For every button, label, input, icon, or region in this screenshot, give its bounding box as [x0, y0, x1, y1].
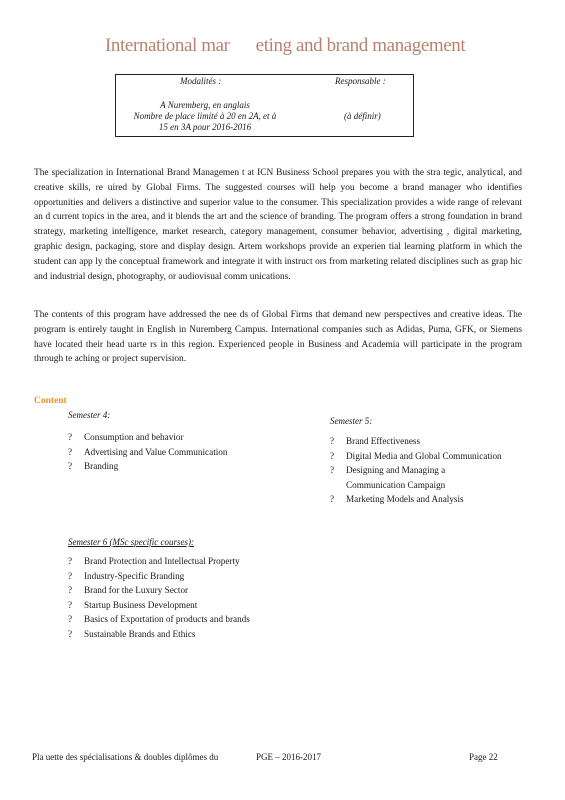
- bullet-icon: ?: [68, 585, 73, 596]
- bullet-icon: ?: [68, 432, 73, 442]
- bullet-icon: ?: [68, 614, 73, 625]
- responsable-header: Responsable :: [335, 76, 386, 86]
- modalites-header: Modalités :: [180, 76, 222, 86]
- modalites-line: Nombre de place limité à 20 en 2A, et à: [133, 111, 277, 121]
- course-name: Marketing Models and Analysis: [346, 494, 464, 505]
- course-name: Advertising and Value Communication: [84, 446, 228, 457]
- bullet-icon: ?: [330, 450, 335, 461]
- semester-4-courses: [68, 430, 288, 474]
- course-name: Designing and Managing a Communication Campaign: [346, 465, 446, 490]
- course-name: Sustainable Brands and Ethics: [84, 628, 196, 639]
- bullet-icon: ?: [330, 494, 335, 505]
- list-item: [68, 583, 328, 598]
- bullet-icon: ?: [330, 465, 335, 476]
- course-name: Startup Business Development: [84, 599, 198, 610]
- list-item: [68, 459, 288, 474]
- course-name: Digital Media and Global Communication: [346, 450, 502, 461]
- course-name: Branding: [84, 461, 119, 472]
- bullet-icon: ?: [68, 461, 73, 472]
- list-item: [330, 492, 530, 507]
- page-number: Page 22: [469, 752, 498, 762]
- list-item: [68, 569, 328, 584]
- list-item: [330, 434, 530, 449]
- intro-paragraph: The specialization in International Brand Managemen t at ICN Business School prepares you with the stra tegic, analytical, and creative skills, re uired by Global Firms. The suggested courses will help you become a brand manager who identifies opportunities and delivers a distinctive and superior value to the consumer. This specialization provides a wide range of relevant an d current topics in the area, and it blends the art and the science of branding. The program offers a strong foundation in brand strategy, marketing intelligence, market research, category management, consumer behavior, advertising , digital marketing, graphic design, packaging, store and display design. Artem workshops provide an experien tial learning platform in which the student can app ly the conceptual framework and integrate it with instruct ors from marketing related disciplines such as grap hic and industrial design, photography, or audiovisual comm unications.: [34, 168, 522, 282]
- list-item: [68, 430, 288, 445]
- bullet-icon: ?: [68, 570, 73, 581]
- semester-6-title: Semester 6 (MSc specific courses):: [68, 537, 194, 547]
- bullet-icon: ?: [68, 628, 73, 639]
- list-item: [330, 463, 530, 492]
- modalities-table: [115, 74, 414, 137]
- bullet-icon: ?: [330, 436, 335, 446]
- modalites-line: A Nuremberg, en anglais: [160, 100, 250, 110]
- course-name: Brand for the Luxury Sector: [84, 585, 189, 596]
- course-name: Brand Protection and Intellectual Property: [84, 556, 240, 566]
- semester-5-title: Semester 5:: [330, 416, 373, 426]
- bullet-icon: ?: [68, 556, 73, 566]
- page-title: International mar eting and brand management: [105, 35, 466, 56]
- list-item: [68, 554, 328, 569]
- course-name: Industry-Specific Branding: [84, 570, 185, 581]
- semester-5-courses: [330, 434, 530, 507]
- program-paragraph: The contents of this program have addressed the nee ds of Global Firms that demand new perspectives and creative ideas. The program is entirely taught in English in Nuremberg Campus. International companies such as Adidas, Puma, GFK, or Siemens have located their head uarte rs in this region. Experienced people in Business and Academia will participate in the program through te aching or project supervision.: [34, 310, 522, 365]
- bullet-icon: ?: [68, 446, 73, 457]
- course-name: Basics of Exportation of products and brands: [84, 614, 250, 625]
- list-item: [68, 445, 288, 460]
- modalites-line: 15 en 3A pour 2016-2016: [158, 122, 252, 132]
- list-item: [68, 612, 328, 627]
- list-item: [68, 598, 328, 613]
- content-heading: Content: [34, 396, 67, 406]
- list-item: [68, 627, 328, 642]
- bullet-icon: ?: [68, 599, 73, 610]
- course-name: Brand Effectiveness: [346, 436, 421, 446]
- semester-6-courses: [68, 554, 328, 642]
- responsable-value: (à définir): [344, 111, 381, 121]
- course-name: Consumption and behavior: [84, 432, 184, 442]
- footer-program-year: PGE – 2016-2017: [256, 752, 321, 762]
- semester-4-title: Semester 4:: [68, 410, 111, 420]
- list-item: [330, 449, 530, 464]
- footer-brochure-title: Pla uette des spécialisations & doubles diplômes du: [32, 752, 219, 762]
- modalites-details: [120, 100, 290, 133]
